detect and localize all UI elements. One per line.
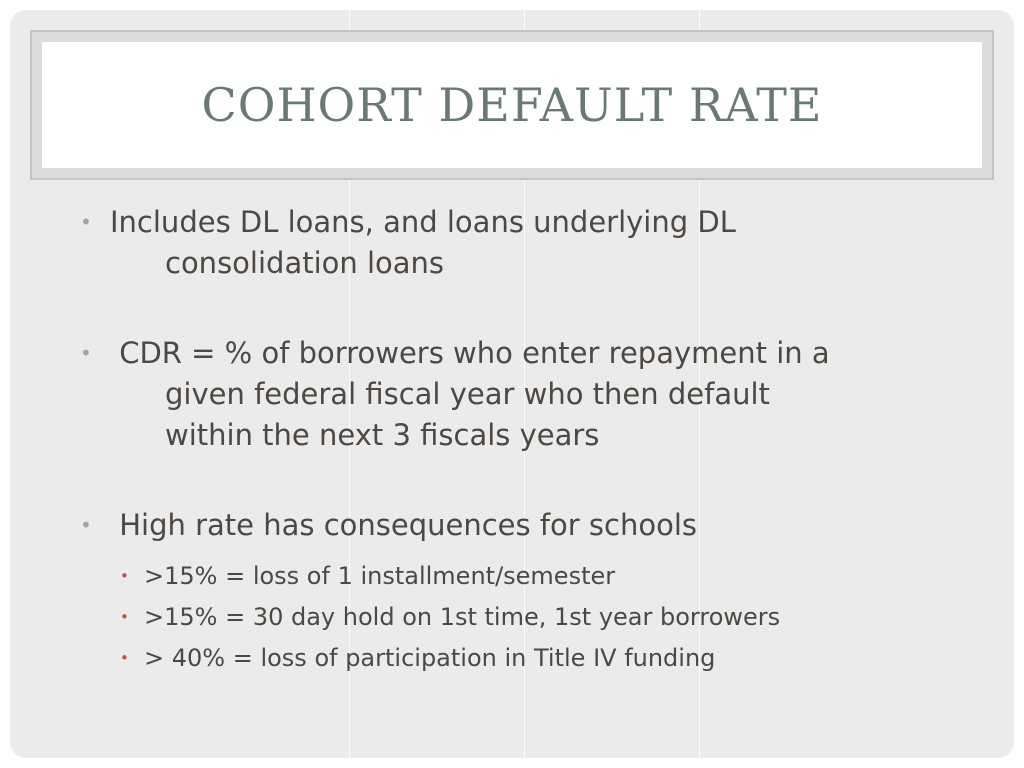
bullet-text: Includes DL loans, and loans underlying DL — [110, 205, 736, 239]
title-box — [42, 42, 982, 168]
sub-bullet-text: >15% = loss of 1 installment/semester — [144, 562, 616, 590]
bullet-text: High rate has consequences for schools — [110, 508, 698, 542]
sub-bullet-item — [68, 638, 948, 679]
bullet-text-continued: within the next 3 fiscals years — [165, 418, 600, 452]
sub-bullet-item — [68, 556, 948, 597]
slide — [10, 10, 1014, 758]
bullet-item — [68, 505, 948, 546]
sub-bullet-dot-icon: • — [120, 649, 129, 667]
sub-bullet-dot-icon: • — [120, 567, 129, 585]
bullet-dot-icon: • — [80, 341, 92, 365]
slide-content — [68, 202, 948, 679]
sub-bullet-dot-icon: • — [120, 608, 129, 626]
slide-title: COHORT DEFAULT RATE — [201, 78, 823, 132]
sub-bullet-text: >15% = 30 day hold on 1st time, 1st year borrowers — [144, 603, 781, 631]
bullet-text: CDR = % of borrowers who enter repayment in a — [110, 336, 830, 370]
sub-bullet-text: > 40% = loss of participation in Title IV funding — [144, 644, 716, 672]
bullet-dot-icon: • — [80, 210, 92, 234]
title-frame — [30, 30, 994, 180]
bullet-text-continued: consolidation loans — [165, 246, 445, 280]
sub-bullet-item — [68, 597, 948, 638]
bullet-text-continued: given federal fiscal year who then default — [165, 377, 770, 411]
bullet-item — [68, 333, 948, 456]
bullet-item — [68, 202, 948, 284]
bullet-dot-icon: • — [80, 513, 92, 537]
